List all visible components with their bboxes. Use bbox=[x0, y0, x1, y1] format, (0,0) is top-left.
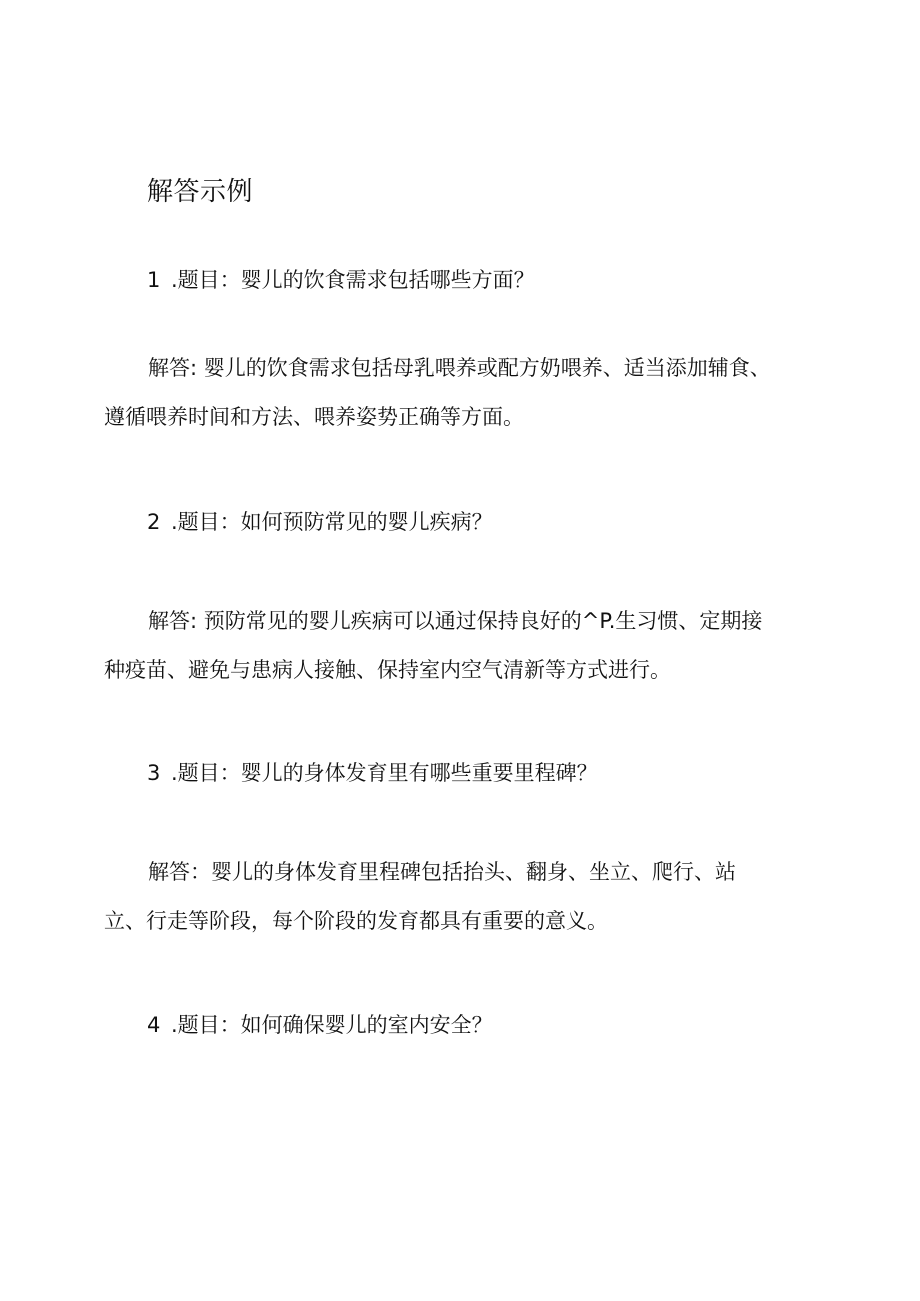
question-number: 2 bbox=[147, 510, 161, 534]
question-text: .题目：婴儿的饮食需求包括哪些方面？ bbox=[171, 268, 535, 292]
question-text: .题目：如何预防常见的婴儿疾病？ bbox=[171, 510, 493, 534]
answer-line: 遵循喂养时间和方法、喂养姿势正确等方面。 bbox=[104, 405, 524, 429]
question-4 bbox=[147, 1010, 493, 1040]
question-text: .题目：婴儿的身体发育里有哪些重要里程碑？ bbox=[171, 761, 598, 785]
answer-line: 解答: 预防常见的婴儿疾病可以通过保持良好的^P.生习惯、定期接 bbox=[148, 609, 763, 633]
page-title: 解答示例 bbox=[147, 177, 254, 207]
question-number: 1 bbox=[147, 268, 161, 292]
question-1 bbox=[147, 265, 535, 295]
answer-1 bbox=[104, 344, 834, 442]
question-number: 3 bbox=[147, 761, 161, 785]
question-text: .题目：如何确保婴儿的室内安全？ bbox=[171, 1013, 493, 1037]
question-3 bbox=[147, 758, 598, 788]
answer-line: 解答：婴儿的身体发育里程碑包括抬头、翻身、坐立、爬行、站 bbox=[148, 860, 736, 884]
question-number: 4 bbox=[147, 1013, 161, 1037]
question-2 bbox=[147, 507, 493, 537]
answer-3 bbox=[104, 848, 834, 946]
answer-line: 种疫苗、避免与患病人接触、保持室内空气清新等方式进行。 bbox=[104, 658, 671, 682]
answer-line: 立、行走等阶段，每个阶段的发育都具有重要的意义。 bbox=[104, 909, 608, 933]
answer-2 bbox=[104, 597, 834, 695]
answer-line: 解答: 婴儿的饮食需求包括母乳喂养或配方奶喂养、适当添加辅食、 bbox=[148, 356, 771, 380]
